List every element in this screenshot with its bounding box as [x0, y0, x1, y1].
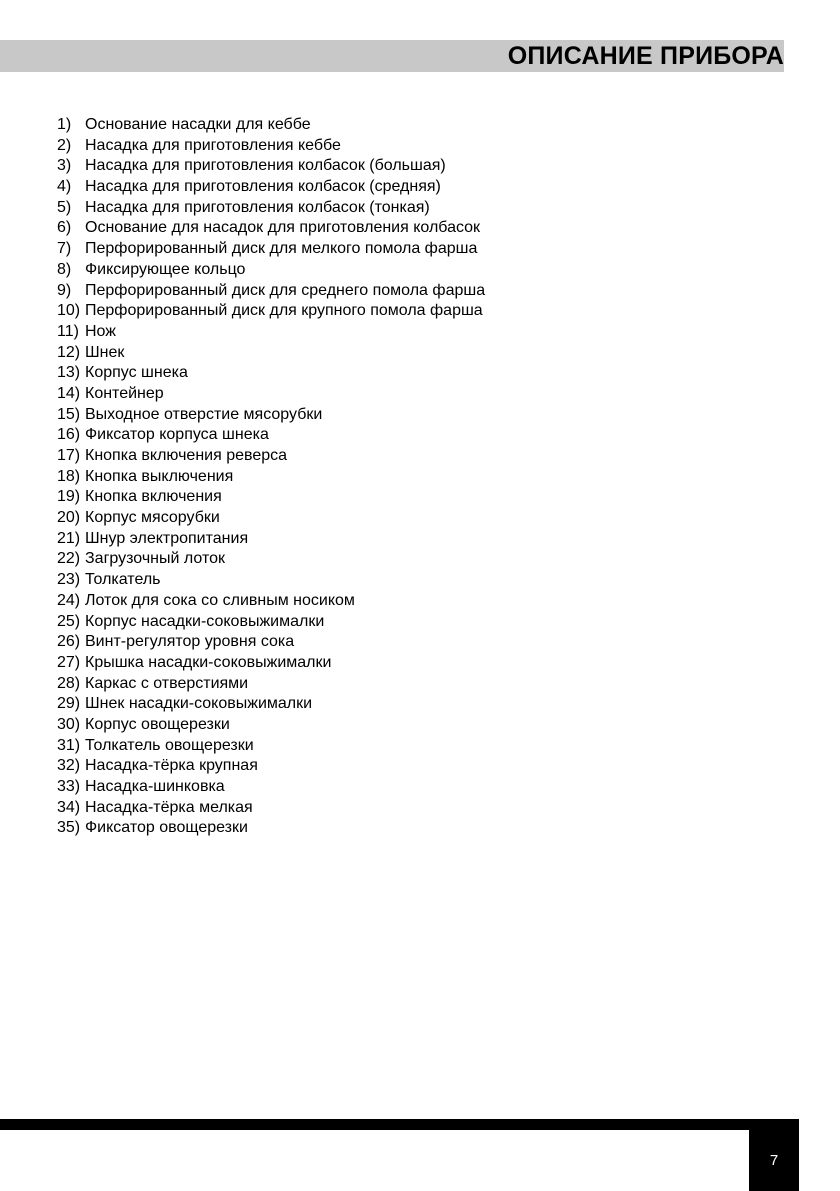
page-title: ОПИСАНИЕ ПРИБОРА: [507, 42, 784, 70]
list-item: [57, 198, 757, 219]
part-number: 26): [57, 633, 81, 651]
part-name: Каркас с отверстиями: [85, 674, 249, 692]
list-item: [57, 446, 757, 467]
part-name: Нож: [85, 322, 116, 340]
part-number: 28): [57, 674, 81, 692]
part-name: Винт-регулятор уровня сока: [85, 633, 295, 651]
part-name: Выходное отверстие мясорубки: [85, 405, 323, 423]
part-number: 27): [57, 653, 81, 671]
part-name: Насадка для приготовления кеббе: [85, 136, 341, 154]
part-name: Крышка насадки-соковыжималки: [85, 653, 332, 671]
part-name: Контейнер: [85, 384, 164, 402]
part-number: 14): [57, 384, 81, 402]
part-name: Основание насадки для кеббе: [85, 116, 311, 133]
part-name: Перфорированный диск для мелкого помола фарша: [85, 240, 478, 258]
list-item: [57, 715, 757, 736]
part-name: Толкатель овощерезки: [85, 736, 254, 754]
part-number: 19): [57, 488, 81, 506]
part-name: Насадка для приготовления колбасок (тонкая): [85, 198, 430, 216]
part-name: Насадка-тёрка крупная: [85, 757, 258, 775]
part-name: Кнопка включения: [85, 488, 222, 506]
list-item: [57, 570, 757, 591]
part-name: Фиксирующее кольцо: [85, 260, 246, 278]
part-number: 34): [57, 798, 81, 816]
list-item: [57, 632, 757, 653]
part-number: 25): [57, 612, 81, 630]
part-number: 23): [57, 571, 81, 589]
part-name: Фиксатор корпуса шнека: [85, 426, 269, 444]
part-name: Кнопка выключения: [85, 467, 234, 485]
part-number: 3): [57, 157, 72, 175]
list-item: [57, 218, 757, 239]
list-item: [57, 467, 757, 488]
part-name: Шнур электропитания: [85, 529, 249, 547]
part-name: Фиксатор овощерезки: [85, 819, 248, 837]
part-name: Насадка для приготовления колбасок (большая): [85, 157, 446, 175]
part-number: 32): [57, 757, 81, 775]
part-number: 10): [57, 302, 81, 320]
part-name: Корпус мясорубки: [85, 509, 220, 527]
list-item: [57, 156, 757, 177]
list-item: [57, 736, 757, 757]
list-item: [57, 136, 757, 157]
list-item: [57, 694, 757, 715]
part-name: Насадка для приготовления колбасок (средняя): [85, 178, 441, 196]
list-item: [57, 363, 757, 384]
part-number: 6): [57, 219, 72, 237]
part-number: 21): [57, 529, 81, 547]
part-number: 16): [57, 426, 81, 444]
list-item: [57, 405, 757, 426]
part-name: Основание для насадок для приготовления колбасок: [85, 219, 481, 237]
part-name: Лоток для сока со сливным носиком: [85, 591, 355, 609]
part-number: 22): [57, 550, 81, 568]
part-number: 31): [57, 736, 81, 754]
list-item: [57, 322, 757, 343]
list-item: [57, 612, 757, 633]
part-number: 12): [57, 343, 81, 361]
list-item: [57, 487, 757, 508]
list-item: [57, 281, 757, 302]
list-item: [57, 301, 757, 322]
part-number: 33): [57, 778, 81, 795]
list-item: [57, 384, 757, 405]
part-name: Насадка-шинковка: [85, 778, 225, 795]
part-name: Корпус насадки-соковыжималки: [85, 612, 325, 630]
list-item: [57, 260, 757, 281]
list-item: [57, 798, 757, 819]
part-number: 1): [57, 116, 72, 133]
part-number: 20): [57, 509, 81, 527]
part-number: 5): [57, 198, 72, 216]
part-name: Шнек насадки-соковыжималки: [85, 695, 313, 713]
list-item: [57, 777, 757, 798]
parts-list: [57, 115, 757, 839]
part-number: 30): [57, 715, 81, 733]
part-number: 9): [57, 281, 72, 299]
part-name: Кнопка включения реверса: [85, 447, 288, 464]
part-number: 2): [57, 136, 72, 154]
list-item: [57, 674, 757, 695]
part-name: Толкатель: [85, 571, 161, 589]
list-item: [57, 549, 757, 570]
part-number: 29): [57, 695, 81, 713]
part-number: 17): [57, 447, 81, 464]
list-item: [57, 591, 757, 612]
list-item: [57, 239, 757, 260]
part-number: 18): [57, 467, 81, 485]
part-number: 4): [57, 178, 72, 196]
part-name: Загрузочный лоток: [85, 550, 225, 568]
list-item: [57, 653, 757, 674]
part-number: 15): [57, 405, 81, 423]
part-name: Насадка-тёрка мелкая: [85, 798, 253, 816]
list-item: [57, 756, 757, 777]
list-item: [57, 529, 757, 550]
list-item: [57, 508, 757, 529]
part-number: 24): [57, 591, 81, 609]
part-number: 8): [57, 260, 72, 278]
part-name: Шнек: [85, 343, 125, 361]
part-name: Перфорированный диск для крупного помола фарша: [85, 302, 483, 320]
list-item: [57, 818, 757, 839]
list-item: [57, 343, 757, 364]
list-item: [57, 177, 757, 198]
part-name: Корпус овощерезки: [85, 715, 230, 733]
part-number: 7): [57, 240, 72, 258]
part-name: Корпус шнека: [85, 364, 188, 382]
part-number: 11): [57, 322, 79, 340]
footer-inner-panel: [0, 1130, 749, 1191]
part-number: 13): [57, 364, 81, 382]
part-name: Перфорированный диск для среднего помола фарша: [85, 281, 486, 299]
part-number: 35): [57, 819, 81, 837]
list-item: [57, 425, 757, 446]
page-number: 7: [769, 1152, 779, 1169]
list-item: [57, 115, 757, 136]
